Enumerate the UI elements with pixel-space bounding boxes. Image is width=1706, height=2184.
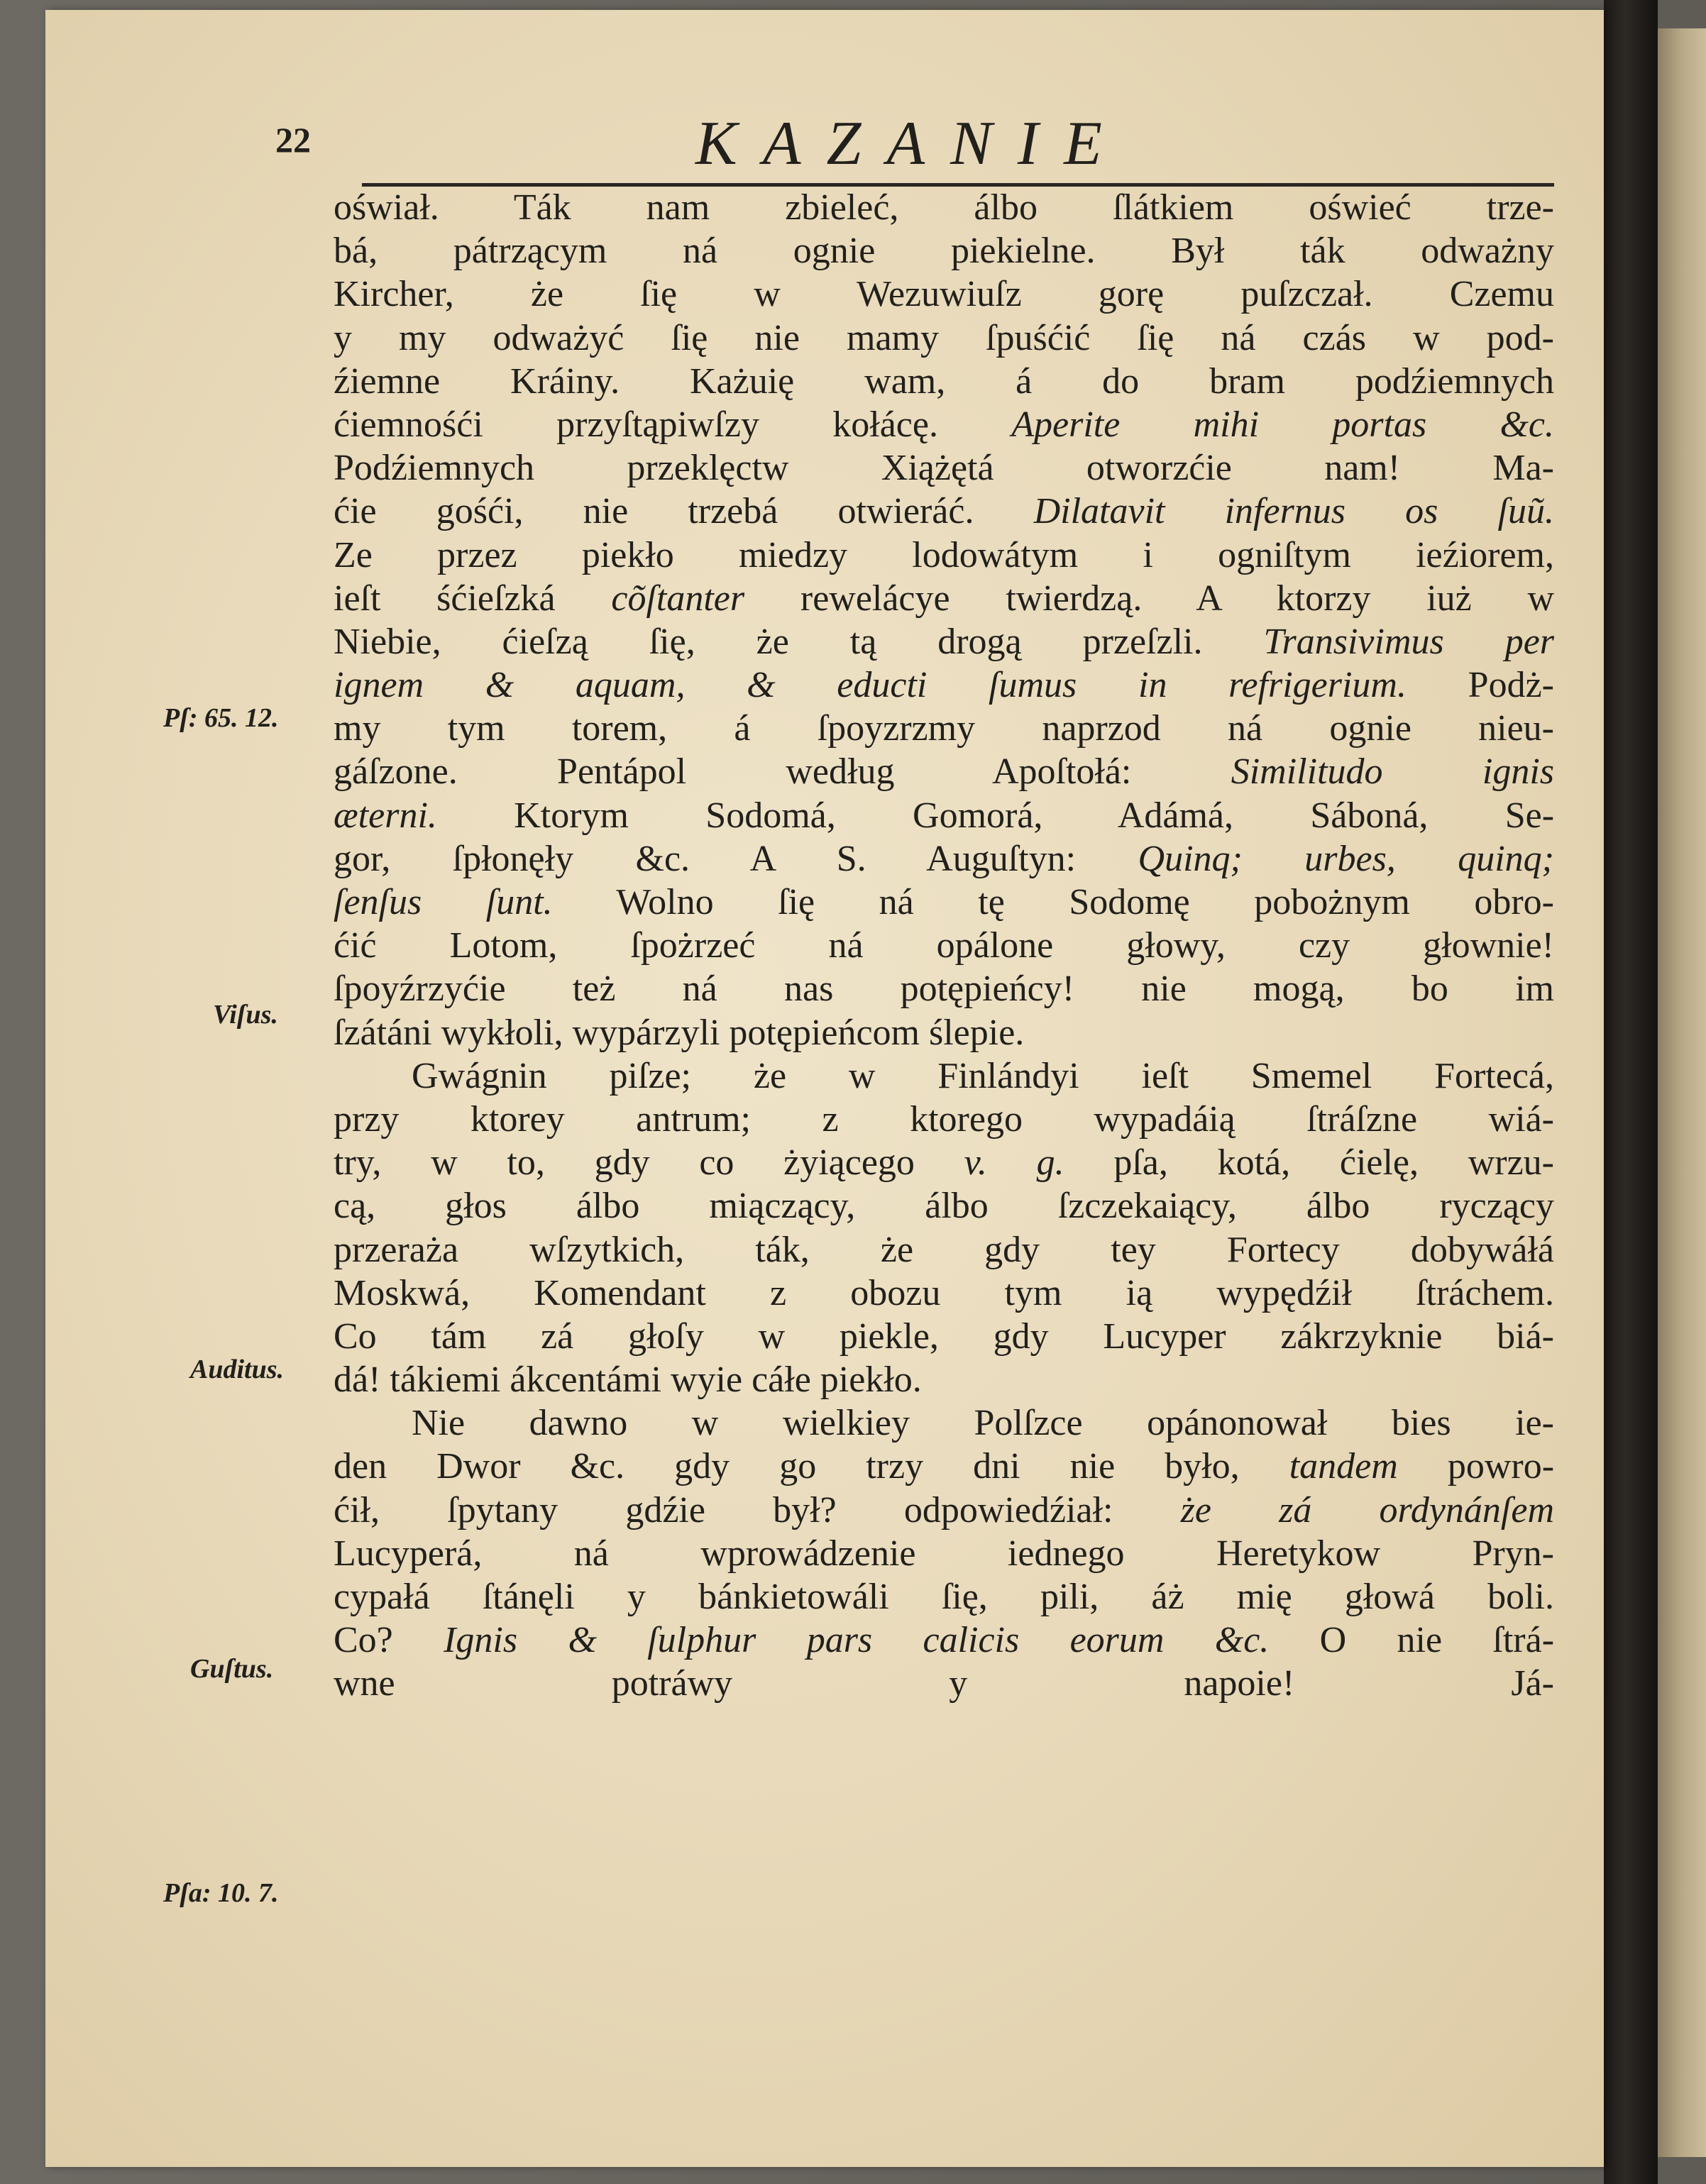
- marginal-note: Viſus.: [213, 1000, 278, 1030]
- text-line: Niebie, ćieſzą ſię, że tą drogą przeſzli. Transivimus per: [334, 621, 1555, 662]
- text-line: Ze przez piekło miedzy lodowátym i ogniſtym ieźiorem,: [334, 534, 1554, 575]
- text-line: ignem & aquam, & educti ſumus in refrigerium. Podż-: [334, 665, 1554, 706]
- marginal-note: Pſa: 10. 7.: [163, 1878, 279, 1908]
- text-line: gor, ſpłonęły &c. A S. Auguſtyn: Quinq; urbes, quinq;: [334, 838, 1554, 879]
- page-number: 22: [275, 120, 311, 160]
- text-line: ſzátáni wykłoli, wypárzyli potępieńcom ślepie.: [334, 1012, 1025, 1053]
- text-line: przy ktorey antrum; z ktorego wypadáią ſtráſzne wiá-: [334, 1098, 1554, 1140]
- text-line: Kircher, że ſię w Wezuwiuſz gorę puſzczał. Czemu: [334, 274, 1554, 315]
- text-line: try, w to, gdy co żyiącego v. g. pſa, kotá, ćielę, wrzu-: [334, 1142, 1554, 1184]
- text-line: oświał. Ták nam zbieleć, álbo ſlátkiem oświeć trze-: [334, 187, 1554, 228]
- text-line: wne potráwy y napoie! Já-: [334, 1663, 1554, 1704]
- body-text: [334, 186, 1554, 1706]
- text-line: my tym torem, á ſpoyzrzmy naprzod ná ognie nieu-: [334, 708, 1554, 749]
- text-line: ieſt śćieſzká cõſtanter rewelácye twierdzą. A ktorzy iuż w: [334, 578, 1555, 619]
- text-line: ćił, ſpytany gdźie był? odpowiedźiał: że zá ordynánſem: [334, 1489, 1554, 1531]
- text-line: den Dwor &c. gdy go trzy dni nie było, tandem powro-: [334, 1446, 1555, 1487]
- text-line: gáſzone. Pentápol według Apoſtołá: Similitudo ignis: [334, 751, 1555, 793]
- text-line: Gwágnin piſze; że w Finlándyi ieſt Smemel Fortecá,: [412, 1055, 1554, 1096]
- text-line: Lucyperá, ná wprowádzenie iednego Heretykow Pryn-: [334, 1533, 1554, 1574]
- text-line: ſpoyźrzyćie też ná nas potępieńcy! nie mogą, bo im: [334, 969, 1554, 1010]
- text-line: Moskwá, Komendant z obozu tym ią wypędźił ſtráchem.: [334, 1272, 1554, 1313]
- text-line: przeraża wſzytkich, ták, że gdy tey Fortecy dobywáłá: [334, 1229, 1554, 1270]
- text-line: źiemne Kráiny. Każuię wam, á do bram podźiemnych: [334, 360, 1554, 402]
- text-line: y my odważyć ſię nie mamy ſpuśćić ſię ná czás w pod-: [334, 317, 1554, 358]
- marginal-note: Guſtus.: [190, 1654, 274, 1684]
- text-line: cą, głos álbo miączący, álbo ſzczekaiący, álbo ryczący: [334, 1186, 1554, 1227]
- text-line: Co tám zá głoſy w piekle, gdy Lucyper zákrzyknie biá-: [334, 1316, 1554, 1357]
- text-line: bá, pátrzącym ná ognie piekielne. Był ták odważny: [334, 231, 1554, 272]
- text-line: Nie dawno w wielkiey Polſzce opánonował bies ie-: [412, 1403, 1554, 1444]
- text-line: ćiemnośći przyſtąpiwſzy kołácę. Aperite mihi portas &c.: [334, 404, 1555, 445]
- next-page-edge: [1658, 28, 1706, 2157]
- text-line: æterni. Ktorym Sodomá, Gomorá, Adámá, Sáboná, Se-: [334, 795, 1555, 836]
- text-line: ſenſus ſunt. Wolno ſię ná tę Sodomę pobożnym obro-: [334, 882, 1554, 922]
- text-line: cypałá ſtánęli y bánkietowáli ſię, pili, áż mię głowá boli.: [334, 1577, 1554, 1617]
- text-line: dá! tákiemi ákcentámi wyie cáłe piekło.: [334, 1360, 922, 1401]
- book-gutter: [1604, 0, 1658, 2184]
- running-title: KAZANIE: [695, 109, 1128, 178]
- text-line: Co? Ignis & ſulphur pars calicis eorum &c. O nie ſtrá-: [334, 1620, 1555, 1661]
- text-line: Podźiemnych przeklęctw Xiążętá otworzćie nam! Ma-: [334, 448, 1554, 489]
- text-line: ćie gośći, nie trzebá otwieráć. Dilatavit infernus os ſuũ.: [334, 491, 1555, 532]
- text-line: ćić Lotom, ſpożrzeć ná opálone głowy, czy głownie!: [334, 925, 1554, 966]
- marginal-note: Auditus.: [190, 1355, 285, 1384]
- marginal-note: Pſ: 65. 12.: [163, 703, 279, 733]
